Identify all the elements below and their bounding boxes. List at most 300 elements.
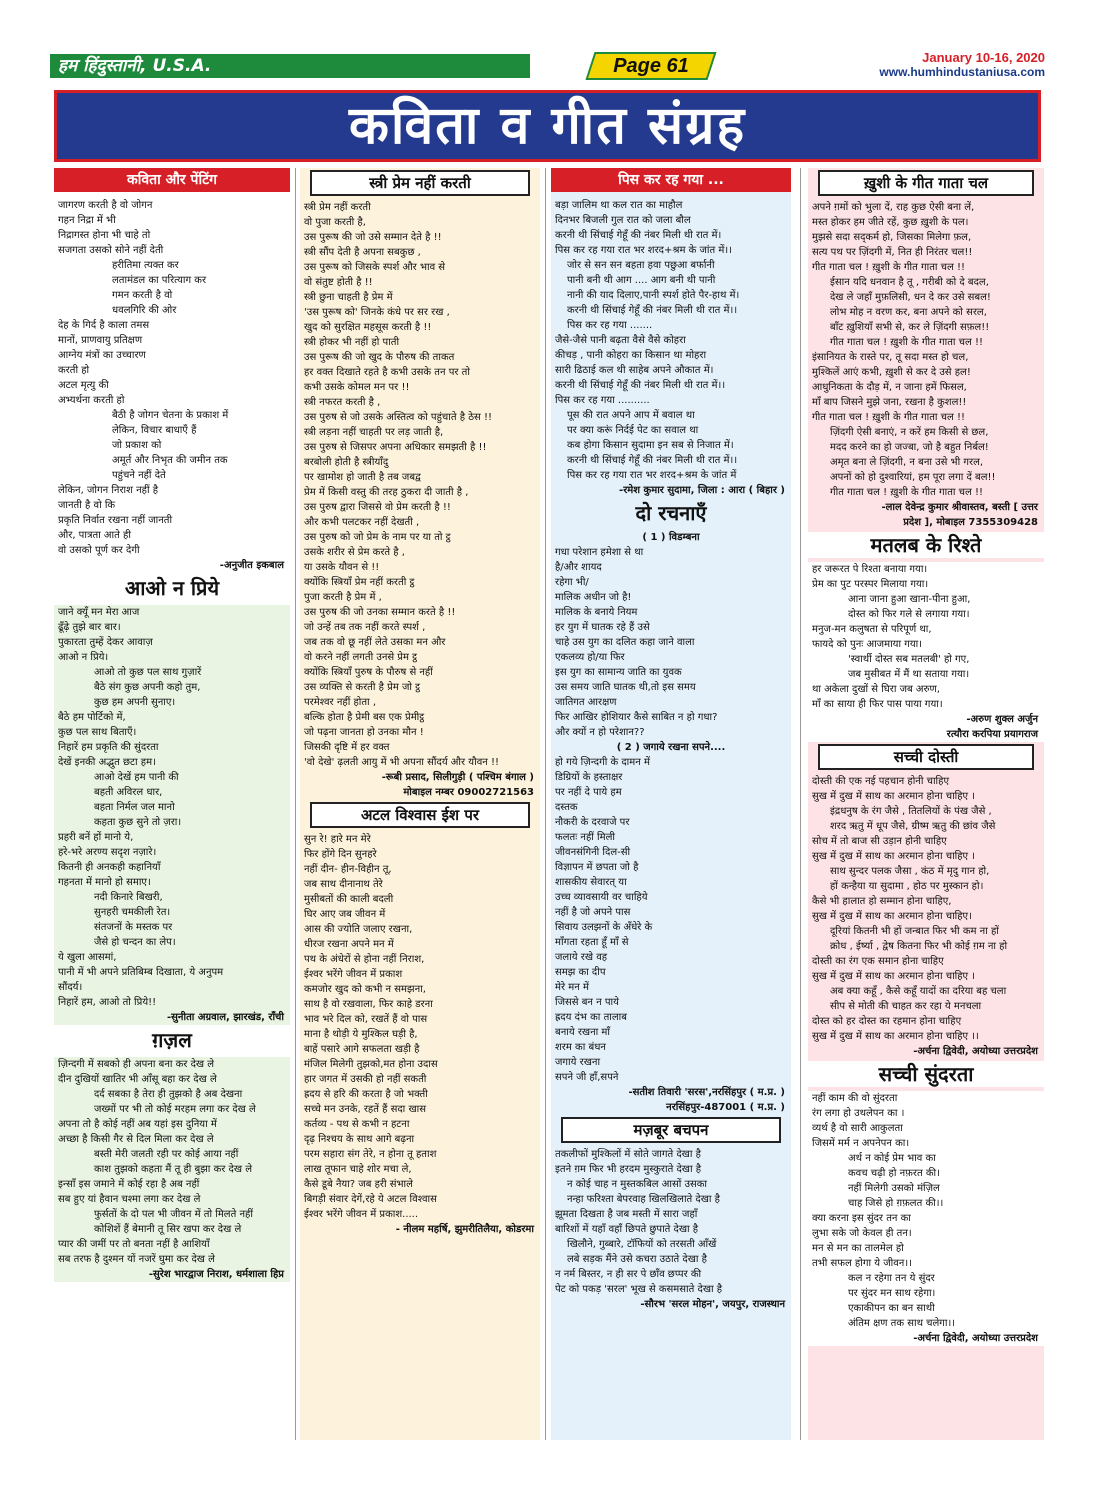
poem-line: काश तुझको कहता मैं तू ही बुझा कर देख ले (94, 1164, 252, 1175)
poem-line: खिलौने, गुब्बारे, टॉफियों को तरसती आँखें (567, 1239, 717, 1250)
poem-line: नहीं मिलेगी उसको मंज़िल (848, 1183, 940, 1194)
poem-line: लेकिन, जोगन निराश नहीं है (58, 485, 159, 496)
poem-line: जानती है वो कि (58, 500, 116, 511)
poem-line: पानी बनी थी आग .... आग बनी थी पानी (567, 275, 716, 286)
poem-line: बैठे संग कुछ अपनी कहो तुम, (94, 682, 201, 693)
poem-line: सुन रे! हारे मन मेरे (304, 834, 371, 845)
poem-line: ह्रदय से हरि की करता है जो भक्ती (304, 1089, 428, 1100)
poem-line: माँ बाप जिसने मुझे जना, रखना है कुशल!! (812, 397, 967, 408)
poem-title: कविता और पेंटिंग (54, 168, 290, 192)
poem-line: 'वो देखे' ढ़लती आयु में भी अपना सौंदर्य और यौवन !! (304, 757, 500, 768)
poem-line: उस पुरुष से जो उसके अस्तित्व को पहुंचाते है ठेस !! (304, 412, 492, 423)
poem-author: -अर्चना द्विवेदी, अयोध्या उत्तरप्रदेश (913, 1046, 1038, 1057)
poem-line: लाख तूफान चाहे शोर मचा ले, (304, 1164, 412, 1175)
poem-line: वो उसको पूर्ण कर देगी (58, 545, 140, 556)
poem-line: ये खुला आसमां, (58, 952, 117, 963)
poem-line: अच्छा है किसी गैर से दिल मिला कर देख ले (58, 1134, 214, 1145)
section-banner: कविता व गीत संग्रह (54, 90, 1041, 162)
poem-line: गहनता में मानो हो समाए। (58, 877, 151, 888)
poem-line: प्यार की जमीं पर तो बनता नहीं है आशियाँ (58, 1239, 210, 1250)
poem-line: सारी ढिठाई कल थी साहेब अपने औकात में। (555, 365, 714, 376)
poem-line: था अकेला दुखों से घिरा जब अरुण, (812, 684, 940, 695)
poem-line: फिर आखिर होशियार कैसे साबित न हो गधा? (555, 712, 718, 723)
poem-line: पर सुंदर मन साथ रहेगा। (848, 1288, 936, 1299)
poem-line: मालिक के बनाये नियम (555, 607, 638, 618)
poem-line: आग्नेय मंत्रों का उच्चारण (58, 350, 146, 361)
poem-line: परम सहारा संग तेरे, न होना तू हताश (304, 1149, 437, 1160)
poem-line: कमजोर खुद को कभी न समझना, (304, 984, 426, 995)
poem-line: आओ न प्रिये। (58, 652, 109, 663)
poem-line: हरीतिमा त्यक्त कर (112, 260, 179, 271)
poem-line: आस की ज्योति जलाए रखना, (304, 924, 413, 935)
poem-line: आओ तो कुछ पल साथ गुज़ारें (94, 667, 202, 678)
poem-line: सब तरफ है दुश्मन यों नजरें घुमा कर देख ले (58, 1254, 215, 1265)
poem-line: धीरज रखना अपने मन में (304, 939, 394, 950)
poem-title: मज़बूर बचपन (561, 1117, 781, 1143)
poem-author: -रमेश कुमार सुदामा, जिला : आरा ( बिहार ) (619, 485, 785, 496)
poem-line: शरम का बंधन (555, 1042, 606, 1053)
poem-line: निहारें हम प्रकृति की सुंदरता (58, 742, 159, 753)
dateline (879, 50, 1045, 79)
author-address: रत्यौरा करपिया प्रयागराज (946, 729, 1038, 740)
poem-line: अमूर्त और निभृत की जमीन तक (112, 455, 228, 466)
poem-line: नहीं है जो अपने पास (555, 907, 631, 918)
poem-author: -सुनीता अग्रवाल, झारखंड, राँची (167, 1012, 284, 1023)
poem-line: है/और शायद (555, 562, 602, 573)
poem-line: पेट को पकड़ 'सरल' भूख से कसमसाते देखा है (555, 1284, 723, 1295)
poem-line: जो उन्हें तब तक नहीं करते स्पर्श , (304, 622, 426, 633)
poem-line: डिग्रियों के हस्ताक्षर (555, 772, 623, 783)
poem-line: दृढ़ निश्चय के साथ आगे बढ़ना (304, 1134, 415, 1145)
poem-author: -अरुण शुक्ल अर्जुन (966, 714, 1038, 725)
poem-line: गीत गाता चल ! ख़ुशी के गीत गाता चल !! (830, 337, 984, 348)
poem-line: या उसके यौवन से !! (304, 562, 380, 573)
poem-author: -अनुजीत इकबाल (219, 560, 284, 571)
poem-line: कभी उसके कोमल मन पर !! (304, 382, 410, 393)
poem-line: जैसे-जैसे पानी बढ़ता वैसे वैसे कोहरा (555, 335, 686, 346)
poem-line: सुख में दुख में साथ का अरमान होना चाहिए । (812, 851, 976, 862)
poem-line: उसके शरीर से प्रेम करते है , (304, 547, 405, 558)
poem-line: बाँट ख़ुशियाँ सभी से, कर ले ज़िंदगी सफ़ल!! (830, 322, 990, 333)
poem-body (808, 562, 1044, 742)
poem-line: रंग लगा हो उथलेपन का । (812, 1108, 905, 1119)
poem-line: नन्हा फरिश्ता बेपरवाह खिलखिलाते देखा है (567, 1194, 720, 1205)
poem-line: चाह जिसे हो ग़फ़लत की।। (848, 1198, 944, 1209)
poem-line: उस पुरूष की जो उसे सम्मान देते है !! (304, 232, 442, 243)
poem-line: सुनहरी चमकीली रेत। (94, 907, 171, 918)
poem-line: पिस कर रह गया .......... (555, 395, 650, 406)
poem-line: देखें इनकी अद्भुत छटा हम। (58, 757, 156, 768)
author-contact: मोबाइल नम्बर 09002721563 (403, 787, 534, 798)
poem-line: परमेश्वर नहीं होता , (304, 697, 377, 708)
poem-line: दिनभर बिजली गुल रात को जला बौल (555, 215, 691, 226)
poem-line: सपने जी हाँ,सपने (555, 1072, 619, 1083)
poem-line: सोच में तो बाज सी उड़ान होनी चाहिए (812, 836, 947, 847)
poem-line: झूमता दिखता है जब मस्ती में सारा जहाँ (555, 1209, 698, 1220)
poem-line: करनी थी सिंचाई गेहूँ की नंबर मिली थी रात में। (555, 230, 722, 241)
poem-line: ज़िन्दगी में सबको ही अपना बना कर देख ले (58, 1059, 215, 1070)
poem-line: गहन निद्रा में भी (58, 215, 116, 226)
poem-line: खुद को सुरक्षित महसूस करती है !! (304, 322, 432, 333)
poem-line: ह्रदय दंभ का तालाब (555, 1012, 627, 1023)
poem-line: गमन करती है वो (112, 290, 173, 301)
poem-line: पिस कर रह गया रात भर शरद+श्रम के जांत में।। (555, 245, 732, 256)
poem-line: इन्साँ इस जमाने में कोई रहा है अब नहीं (58, 1179, 200, 1190)
poem-line: क्रोध , ईर्ष्या , द्वेष कितना फिर भी कोई ग़म ना हो (830, 941, 1008, 952)
poem-line: देख ले जहाँ मुफ़लिसी, धन दे कर उसे सबल! (830, 292, 991, 303)
poem-line: पानी में भी अपने प्रतिबिम्ब दिखाता, ये अनुपम (58, 967, 224, 978)
poem-line: लोभ मोह न वरण कर, बना अपने को सरल, (830, 307, 987, 318)
poem-line: धवलगिरि की ओर (112, 305, 177, 316)
poem-line: करती हो (58, 365, 90, 376)
poem-line: कोशिशें हैं बेमानी तू सिर खपा कर देख ले (94, 1224, 242, 1235)
poem-line: उस व्यक्ति से करती है प्रेम जो ट्ठ (304, 682, 421, 693)
poem-author: - नीलम महर्षि, झुमरीतिलैया, कोडरमा (395, 1224, 534, 1235)
poem-line: तकलीफों मुश्किलों में सोते जागते देखा है (555, 1149, 701, 1160)
poem-line: 'उस पुरूष को' जिनके कंधे पर सर रख , (304, 307, 450, 318)
poem-line: रहेगा भी/ (555, 577, 589, 588)
poem-line: जाने क्यूँ मन मेरा आज (58, 607, 140, 618)
poem-author: -अर्चना द्विवेदी, अयोध्या उत्तरप्रदेश (913, 1333, 1038, 1344)
poem-line: हो गये ज़िन्दगी के दामन में (555, 757, 650, 768)
poem-line: जगाये रखना (555, 1057, 601, 1068)
poem-line: कीचड़ , पानी कोहरा का किसान था मोहरा (555, 350, 707, 361)
poem-line: कर्तव्य - पथ से कभी न हटना (304, 1119, 410, 1130)
poem-title: मतलब के रिश्ते (808, 532, 1044, 558)
poem-line: जलाये रखे वह (555, 952, 608, 963)
poem-line: बड़ा जालिम था कल रात का माहौल (555, 200, 683, 211)
poem-line: तभी सफल होगा ये जीवन।। (812, 1258, 912, 1269)
poem-author: -सतीश तिवारी 'सरस',नरसिंहपुर ( म.प्र. ) (628, 1087, 785, 1098)
poem-line: स्त्री प्रेम नहीं करती (304, 202, 371, 213)
poem-line: क्या करना इस सुंदर तन का (812, 1213, 911, 1224)
poem-line: आधुनिकता के दौड़ में, न जाना हमें फिसल, (812, 382, 967, 393)
poem-title: अटल विश्वास ईश पर (310, 802, 530, 828)
poem-line: सुख में दुख में साथ का अरमान होना चाहिए ।। (812, 1031, 979, 1042)
poem-title: स्त्री प्रेम नहीं करती (310, 170, 530, 196)
poem-line: विज्ञापन में छपता जो है (555, 862, 639, 873)
poem-line: जातिगत आरक्षण (555, 697, 617, 708)
poem-line: देह के गिर्द है काला तमस (58, 320, 150, 331)
poem-line: हर युग में घातक रहे हैं उसे (555, 622, 650, 633)
poem-line: जोर से सन सन बहता हवा पछुआ बर्फानी (567, 260, 715, 271)
poem-line: जिसमें मर्म न अपनेपन का। (812, 1138, 910, 1149)
poem-line: फायदे को पुनः आजमाया गया। (812, 639, 923, 650)
poem-title: ख़ुशी के गीत गाता चल (818, 170, 1034, 196)
poem-line: मदद करने का हो जज्बा, जो है बहुत निर्बल! (830, 442, 989, 453)
poem-line: दीन दुखियों खातिर भी आँसू बहा कर देख ले (58, 1074, 217, 1085)
author-address: नरसिंहपुर-487001 ( म.प्र. ) (666, 1102, 785, 1113)
poem-line: उच्च व्यावसायी वर चाहिये (555, 892, 648, 903)
poem-line: सब हुए यां हैवान चश्मा लगा कर देख ले (58, 1194, 201, 1205)
poem-line: दोस्ती की एक नई पहचान होनी चाहिए (812, 776, 949, 787)
column-divider (800, 168, 801, 1440)
poem-line: करनी थी सिंचाई गेहूँ की नंबर मिली थी रात में।। (555, 380, 726, 391)
poem-line: सीप से मोती की चाहत कर रहा ये मनचला (830, 1001, 982, 1012)
poem-line: ईसान यदि धनवान है तू , गरीबी को दे बदल, (830, 277, 989, 288)
poem-line: पिस कर रह गया रात भर शरद+श्रम के जांत में (567, 470, 737, 481)
poem-line: अभ्यर्थना करती हो (58, 395, 125, 406)
poem-line: उस पुरुष की जो उनका सम्मान करते है !! (304, 607, 456, 618)
poem-line: निद्रागस्त होना भी चाहे तो (58, 230, 151, 241)
poem-line: बैठी है जोगन चेतना के प्रकाश में (112, 410, 229, 421)
poem-line: कैसे भी हालात हो सम्मान होना चाहिए, (812, 896, 952, 907)
poem-line: मेरे मन में (555, 982, 589, 993)
poem-line: बैठे हम पोर्टिको में, (58, 712, 126, 723)
poem-body (54, 605, 290, 1025)
poem-line: कुछ हम अपनी सुनाए। (94, 697, 176, 708)
poem-line: पथ के अंधेरों से होना नहीं निराश, (304, 954, 425, 965)
poem-line: जख्मों पर भी तो कोई मरहम लगा कर देख ले (94, 1104, 256, 1115)
page-number: Page 61 (613, 55, 689, 77)
poem-line: माना है थोड़ी ये मुश्किल घड़ी है, (304, 1029, 418, 1040)
poem-line: नौकरी के दरवाजे पर (555, 817, 630, 828)
poem-line: जो प्रकाश को (112, 440, 162, 451)
poem-line: मन से मन का तालमेल हो (812, 1243, 904, 1254)
poem-line: निहारें हम, आओ तो प्रिये!! (58, 997, 157, 1008)
poem-line: बहता निर्मल जल मानो (94, 802, 175, 813)
poem-line: और क्यों न हो परेशान?? (555, 727, 645, 738)
poem-line: जिससे बन न पाये (555, 997, 619, 1008)
poem-line: बारिशों में यहाँ वहाँ छिपते छुपाते देखा है (555, 1224, 699, 1235)
poem-line: घिर आए जब जीवन में (304, 909, 386, 920)
poem-line: वो करने नहीं लगती उनसे प्रेम ट्ठ (304, 652, 418, 663)
poem-line: उस पुरुष से जिसपर अपना अधिकार समझती है !! (304, 442, 487, 453)
poem-line: हर जरूरत पे रिश्ता बनाया गया। (812, 564, 928, 575)
site-url[interactable]: www.humhindustaniusa.com (879, 65, 1045, 79)
poem-line: ईश्वर भरेंगे जीवन में प्रकाश..... (304, 1209, 419, 1220)
poem-line: हार जगत में उसकी हो नहीं सकती (304, 1074, 427, 1085)
poem-line: गीत गाता चल ! ख़ुशी के गीत गाता चल !! (830, 487, 984, 498)
poem-line: गीत गाता चल ! ख़ुशी के गीत गाता चल !! (812, 412, 966, 423)
poem-line: ढूँढ़े तुझे बार बार। (58, 622, 121, 633)
poem-body (551, 1147, 791, 1297)
poem-line: नानी की याद दिलाए,पानी स्पर्श होते पैर-हाथ में। (567, 290, 740, 301)
poem-title: सच्ची दोस्ती (818, 744, 1034, 770)
poem-line: माँ का साया ही फिर पास पाया गया। (812, 699, 943, 710)
poem-line: कब होगा किसान सुदामा इन सब से निजात में। (567, 440, 734, 451)
poem-line: स्त्री लड़ना नहीं चाहती पर लड़ जाती है, (304, 427, 444, 438)
poem-body (300, 200, 540, 770)
poem-line: साथ है वो रखवाला, फिर काहे डरना (304, 999, 433, 1010)
poem-line: शरद ऋतु में धूप जैसे, ग्रीष्म ऋतु की छांव जैसे (830, 821, 996, 832)
poem-line: दोस्त को हर दोस्त का रहमान होना चाहिए (812, 1016, 962, 1027)
poem-body (300, 832, 540, 1222)
poem-line: अर्थ न कोई प्रेम भाव का (848, 1153, 936, 1164)
author-contact: प्रदेश ], मोबाइल 7355309428 (903, 517, 1038, 528)
poem-line: प्रकृति निर्वात रखना नहीं जानती (58, 515, 173, 526)
poem-author: -लाल देवेन्द्र कुमार श्रीवास्तव, बस्ती [ उत्तर (881, 502, 1038, 513)
column-3 (551, 168, 791, 1440)
poem-line: पर खामोश हो जाती है तब जबद्व (304, 472, 421, 483)
poem-line: अपनों को हो दुश्वारियां, हम पूरा लगा दें बल!! (830, 472, 996, 483)
poem-line: सत्य पथ पर ज़िंदगी में, नित ही निरंतर चल!! (812, 247, 973, 258)
poem-line: जब तक वो छू नहीं लेते उसका मन और (304, 637, 446, 648)
poem-author: -रूबी प्रसाद, सिलीगुड़ी ( पश्चिम बंगाल ) (381, 772, 534, 783)
page-number-box (585, 52, 716, 80)
poem-body (54, 1057, 290, 1282)
poem-line: पर नहीं दे पाये हम (555, 787, 622, 798)
poem-author: -सुरेश भारद्वाज निराश, धर्मशाला हिप्र (148, 1269, 284, 1280)
poem-line: उस पुरूष को जिसके स्पर्श और भाव से (304, 262, 446, 273)
poem-line: बिगड़ी संवार देगें,रहे ये अटल विश्वास (304, 1194, 437, 1205)
poem-line: जागरण करती है वो जोगन (58, 200, 153, 211)
poem-line: मुसीबतों की काली बदली (304, 894, 394, 905)
poem-line: गधा परेशान हमेशा से था (555, 547, 644, 558)
poem-line: स्त्री सौंप देती है अपना सबकुछ , (304, 247, 421, 258)
poem-line: ज़िंदगी ऐसी बनाएं, न करें हम किसी से छल, (830, 427, 989, 438)
poem-line: इंद्रधनुष के रंग जैसे , तितलियों के पंख जैसे , (830, 806, 992, 817)
poem-line: अमृत बना ले ज़िंदगी, न बना उसे भी गरल, (830, 457, 984, 468)
poem-line: समझ का दीप (555, 967, 606, 978)
poem-title: आओ न प्रिये (124, 576, 220, 600)
poem-line: 'स्वार्थी दोस्त सब मतलबी' हो गए, (848, 654, 970, 665)
poem-line: मुझसे सदा सद्कर्म हो, जिसका मिलेगा फ़ल, (812, 232, 972, 243)
poem-line: पर क्या करूं निर्दई पेट का सवाल था (567, 425, 699, 436)
poem-line: भाव भरे दिल को, रखतें हैं वो पास (304, 1014, 428, 1025)
poem-line: पिस कर रह गया ....... (567, 320, 653, 331)
poem-line: साथ सुन्दर पलक जैसा , कंठ में मृदु गान हो, (830, 866, 990, 877)
poem-line: स्त्री छुना चाहती है प्रेम में (304, 292, 393, 303)
poem-line: लबे सड़क मैंने उसे कचरा उठाते देखा है (567, 1254, 707, 1265)
poem-line: दोस्ती का रंग एक समान होना चाहिए (812, 956, 944, 967)
poem-line: जैसे हो चन्दन का लेप। (94, 937, 176, 948)
poem-line: फुर्सतों के दो पल भी जीवन में तो मिलते नहीं (94, 1209, 253, 1220)
poem-line: जीवनसंगिनी दिल-सी (555, 847, 631, 858)
poem-line: हरे-भरे अरण्य सदृश नज़ारे। (58, 847, 157, 858)
poem-line: बनाये रखना माँ (555, 1027, 610, 1038)
column-1 (54, 168, 290, 1440)
poem-line: मस्त होकर हम जीते रहें, कुछ ख़ुशी के पल। (812, 217, 969, 228)
poem-line: ईश्वर भरेंगे जीवन में प्रकाश (304, 969, 403, 980)
poem-body (808, 200, 1044, 500)
poem-line: बल्कि होता है प्रेमी बस एक प्रेमीट्ठ (304, 712, 425, 723)
poem-title: दो रचनाएँ (635, 501, 707, 525)
poem-line: पुकारता तुम्हें देकर आवाज़ (58, 637, 153, 648)
poem-body (551, 545, 791, 740)
column-2 (300, 168, 540, 1440)
poem-line: आना जाना हुआ खाना-पीना हुआ, (848, 594, 971, 605)
poem-line: पहुंचने नहीं देते (112, 470, 166, 481)
poem-line: एकाकीपन का बन साथी (848, 1303, 935, 1314)
poem-line: प्रेम में किसी वस्तु की तरह ठुकरा दी जाती है , (304, 487, 469, 498)
poem-line: और, पात्रता आते ही (58, 530, 131, 541)
poem-line: न नर्म बिस्तर, न ही सर पे छाँव छप्पर की (555, 1269, 702, 1280)
poem-line: गीत गाता चल ! ख़ुशी के गीत गाता चल !! (812, 262, 966, 273)
poem-line: उस पुरुष द्वारा जिससे वो प्रेम करती है !! (304, 502, 451, 513)
poem-line: बस्ती मेरी जलती रही पर कोई आया नहीं (94, 1149, 239, 1160)
poem-line: सौंदर्य। (58, 982, 83, 993)
poem-line: उस पुरूष की जो खुद के पौरुष की ताकत (304, 352, 455, 363)
poem-line: बाहें पसारे आगे सफलता खड़ी है (304, 1044, 420, 1055)
poem-line: व्यर्थ है वो सारी आकुलता (812, 1123, 903, 1134)
poem-line: मुश्किलें आएं कभी, ख़ुशी से कर दे उसे हल! (812, 367, 971, 378)
poem-line: माँगता रहता हूँ माँ से (555, 937, 629, 948)
poem-line: नहीं दीन- हीन-विहीन तू, (304, 864, 392, 875)
poem-body (808, 774, 1044, 1044)
poem-line: हों कन्हैया या सुदामा , होठ पर मुस्कान हो। (830, 881, 984, 892)
poem-line: सुख में दुख में साथ का अरमान होना चाहिए। (812, 911, 972, 922)
poem-line: वो पुजा करती है, (304, 217, 366, 228)
poem-line: सिवाय उलझनों के अँधेरे के (555, 922, 653, 933)
poem-line: आओ देखें हम पानी की (94, 772, 179, 783)
poem-line: स्त्री होकर भी नहीं हो पाती (304, 337, 400, 348)
poem-line: मानों, प्राणवायु प्रतिक्षण (58, 335, 143, 346)
column-4 (808, 168, 1044, 1440)
poem-line: नदी किनारे बिखरी, (94, 892, 163, 903)
poem-line: सच्चे मन उनके, रहतें हैं सदा खास (304, 1104, 426, 1115)
poem-line: सुख में दुख में साथ का अरमान होना चाहिए । (812, 791, 976, 802)
poem-subtitle: ( 2 ) जगाये रखना सपने.... (616, 742, 726, 753)
poem-line: सजगता उसको सोने नहीं देती (58, 245, 164, 256)
poem-title: सच्ची सुंदरता (808, 1061, 1044, 1087)
poem-line: हर वक्त दिखाते रहते है कभी उसके तन पर तो (304, 367, 470, 378)
poem-line: सुख में दुख में साथ का अरमान होना चाहिए । (812, 971, 976, 982)
poem-line: जब साथ दीनानाथ तेरे (304, 879, 383, 890)
poem-line: लुभा सके जो केवल ही तन। (812, 1228, 912, 1239)
poem-line: शासकीय सेवारत् या (555, 877, 627, 888)
poem-line: मनुज-मन कलुषता से परिपूर्ण था, (812, 624, 932, 635)
poem-line: लेकिन, विचार बाधाएँ हैं (112, 425, 197, 436)
poem-line: जब मुसीबत में मैं था सताया गया। (848, 669, 970, 680)
poem-subtitle: ( 1 ) विडम्बना (642, 532, 700, 543)
poem-line: एकलव्य हो/या फिर (555, 652, 625, 663)
poem-line: स्त्री नफरत करती है , (304, 397, 381, 408)
poem-line: दूरियां कितनी भी हों जन्बात फिर भी कम ना हों (830, 926, 999, 937)
poem-line: पूस की रात अपने आप में बवाल था (567, 410, 695, 421)
brand-name: हम हिंदुस्तानी, U.S.A. (50, 54, 530, 78)
poem-line: कल न रहेगा तन ये सुंदर (848, 1273, 935, 1284)
poem-line: कहता कुछ सुने तो ज़रा। (94, 817, 182, 828)
poem-line: पुजा करती है प्रेम में , (304, 592, 382, 603)
column-divider (545, 168, 546, 1440)
poem-title: ग़ज़ल (152, 1028, 192, 1052)
poem-line: करनी थी सिंचाई गेहूँ की नंबर मिली थी रात में।। (567, 455, 738, 466)
poem-line: फिर होंगे दिन सुनहरे (304, 849, 377, 860)
poem-line: दोस्त को फिर गले से लगाया गया। (848, 609, 970, 620)
poem-line: क्योंकि स्त्रियाँ पुरुष के पौरुष से नहीं (304, 667, 433, 678)
poem-line: करनी थी सिंचाई गेहूँ की नंबर मिली थी रात में।। (567, 305, 738, 316)
poem-line: अंतिम क्षण तक साथ चलेगा।। (848, 1318, 956, 1329)
poem-line: इंसानियत के रास्ते पर, तू सदा मस्त हो चल, (812, 352, 969, 363)
poem-line: वो संतुष्ट होती है !! (304, 277, 373, 288)
poem-line: मंजिल मिलेगी तुझको,मत होना उदास (304, 1059, 438, 1070)
poem-line: नहीं काम की वो सुंदरता (812, 1093, 898, 1104)
poem-body (808, 1091, 1044, 1346)
poem-body (551, 198, 791, 483)
poem-line: अब क्या कहूँ , कैसे कहूँ यादों का दरिया बह चला (830, 986, 1007, 997)
poem-line: लतामंडल का परित्याग कर (112, 275, 207, 286)
poem-line: कुछ पल साथ बिताएँ। (58, 727, 137, 738)
poem-line: जिसकी दृष्टि में हर वक्त (304, 742, 390, 753)
poem-title: पिस कर रह गया ... (551, 168, 791, 192)
top-bar (50, 50, 1045, 80)
poem-line: अपना तो है कोई नहीं अब यहां इस दुनिया में (58, 1119, 217, 1130)
poem-line: बरबोली होती है स्त्रीयाँदु (304, 457, 389, 468)
poem-line: कवच चढ़ी हो नफ़रत की। (848, 1168, 940, 1179)
poem-line: उस समय जाति घातक थी,तो इस समय (555, 682, 696, 693)
issue-date: January 10-16, 2020 (922, 50, 1045, 65)
poem-line: न कोई चाह न मुस्तकबिल आसों उसका (567, 1179, 708, 1190)
poem-line: क्योंकि स्त्रियाँ प्रेम नहीं करती ट्ठ (304, 577, 415, 588)
poem-line: अटल मृत्यु की (58, 380, 109, 391)
poem-line: और कभी पलटकर नहीं देखती , (304, 517, 420, 528)
poem-line: कितनी ही अनकही कहानियाँ (58, 862, 161, 873)
poem-body (54, 198, 290, 558)
poem-line: प्रेम का पुट परस्पर मिलाया गया। (812, 579, 929, 590)
poem-line: मालिक अधीन जो है! (555, 592, 632, 603)
poem-line: अपने ग़मों को भुला दें, राह कुछ ऐसी बना लें, (812, 202, 975, 213)
